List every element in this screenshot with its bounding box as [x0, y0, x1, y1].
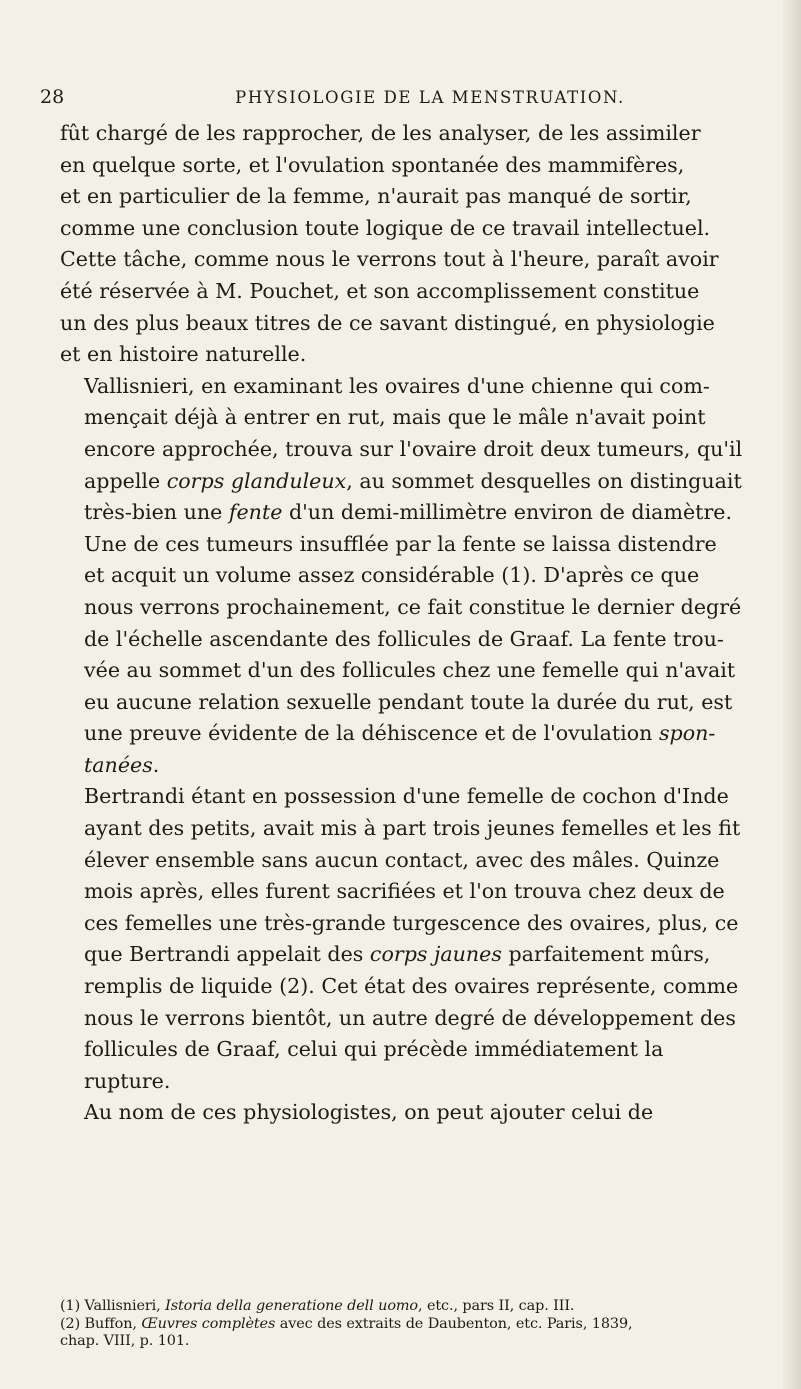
- text-line: une preuve évidente de la déhiscence et de l'ovulation spon-: [84, 721, 716, 746]
- footnote-line: (1) Vallisnieri, Istoria della generatione dell uomo, etc., pars II, cap. III.: [60, 1298, 575, 1314]
- text-line: nous le verrons bientôt, un autre degré de développement des: [84, 1005, 736, 1030]
- paragraph: [60, 1097, 742, 1129]
- text-line: follicules de Graaf, celui qui précède immédiatement la: [84, 1037, 664, 1062]
- text-line: en quelque sorte, et l'ovulation spontanée des mammifères,: [60, 152, 685, 177]
- text-line: nous verrons prochainement, ce fait constitue le dernier degré: [84, 594, 742, 619]
- text-line: Bertrandi étant en possession d'une femelle de cochon d'Inde: [84, 784, 729, 809]
- italic-term: corps jaunes: [369, 942, 502, 967]
- text-line: eu aucune relation sexuelle pendant toute la durée du rut, est: [84, 689, 733, 714]
- text-line: vée au sommet d'un des follicules chez une femelle qui n'avait: [84, 658, 736, 683]
- text-line: et acquit un volume assez considérable (1). D'après ce que: [84, 563, 700, 588]
- italic-term: tanées: [84, 752, 153, 777]
- text-line: que Bertrandi appelait des corps jaunes parfaitement mûrs,: [84, 942, 711, 967]
- text-line: mois après, elles furent sacrifiées et l'on trouva chez deux de: [84, 879, 725, 904]
- paragraph: [60, 371, 742, 782]
- text-line: Vallisnieri, en examinant les ovaires d'une chienne qui com-: [84, 373, 710, 398]
- text-line: et en histoire naturelle.: [60, 342, 307, 367]
- running-head: PHYSIOLOGIE DE LA MENSTRUATION.: [235, 88, 625, 107]
- text-line: ces femelles une très-grande turgescence des ovaires, plus, ce: [84, 910, 739, 935]
- footnotes: [60, 1298, 750, 1351]
- text-line: Cette tâche, comme nous le verrons tout à l'heure, paraît avoir: [60, 247, 719, 272]
- italic-term: fente: [228, 500, 283, 525]
- page-edge: [783, 0, 801, 1389]
- page-header: [40, 86, 740, 114]
- text-line: encore approchée, trouva sur l'ovaire droit deux tumeurs, qu'il: [84, 436, 743, 461]
- text-line: tanées.: [84, 752, 160, 777]
- text-line: et en particulier de la femme, n'aurait pas manqué de sortir,: [60, 184, 692, 209]
- paragraph: [60, 781, 742, 1097]
- text-line: élever ensemble sans aucun contact, avec des mâles. Quinze: [84, 847, 720, 872]
- footnote-line: chap. VIII, p. 101.: [60, 1333, 190, 1349]
- text-line: un des plus beaux titres de ce savant distingué, en physiologie: [60, 310, 715, 335]
- text-line: très-bien une fente d'un demi-millimètre environ de diamètre.: [84, 500, 733, 525]
- text-line: fût chargé de les rapprocher, de les analyser, de les assimiler: [60, 121, 701, 145]
- text-line: rupture.: [84, 1068, 171, 1093]
- text-line: appelle corps glanduleux, au sommet desquelles on distinguait: [84, 468, 742, 493]
- italic-term: spon-: [658, 721, 716, 746]
- text-line: mençait déjà à entrer en rut, mais que le mâle n'avait point: [84, 405, 706, 430]
- text-line: ayant des petits, avait mis à part trois jeunes femelles et les fit: [84, 816, 741, 841]
- italic-term: corps glanduleux: [166, 468, 347, 493]
- text-line: Une de ces tumeurs insufflée par la fente se laissa distendre: [84, 531, 717, 556]
- italic-term: Œuvres complètes: [141, 1315, 276, 1332]
- body-text: [60, 118, 742, 1129]
- text-line: comme une conclusion toute logique de ce travail intellectuel.: [60, 215, 711, 240]
- text-line: remplis de liquide (2). Cet état des ovaires représente, comme: [84, 974, 739, 999]
- text-line: de l'échelle ascendante des follicules de Graaf. La fente trou-: [84, 626, 724, 651]
- page-number: 28: [40, 86, 65, 108]
- italic-term: Istoria della generatione dell uomo: [165, 1298, 418, 1314]
- footnote-line: (2) Buffon, Œuvres complètes avec des extraits de Daubenton, etc. Paris, 1839,: [60, 1315, 633, 1332]
- text-line: été réservée à M. Pouchet, et son accomplissement constitue: [60, 278, 700, 303]
- text-line: Au nom de ces physiologistes, on peut ajouter celui de: [84, 1100, 654, 1125]
- paragraph: [60, 118, 742, 371]
